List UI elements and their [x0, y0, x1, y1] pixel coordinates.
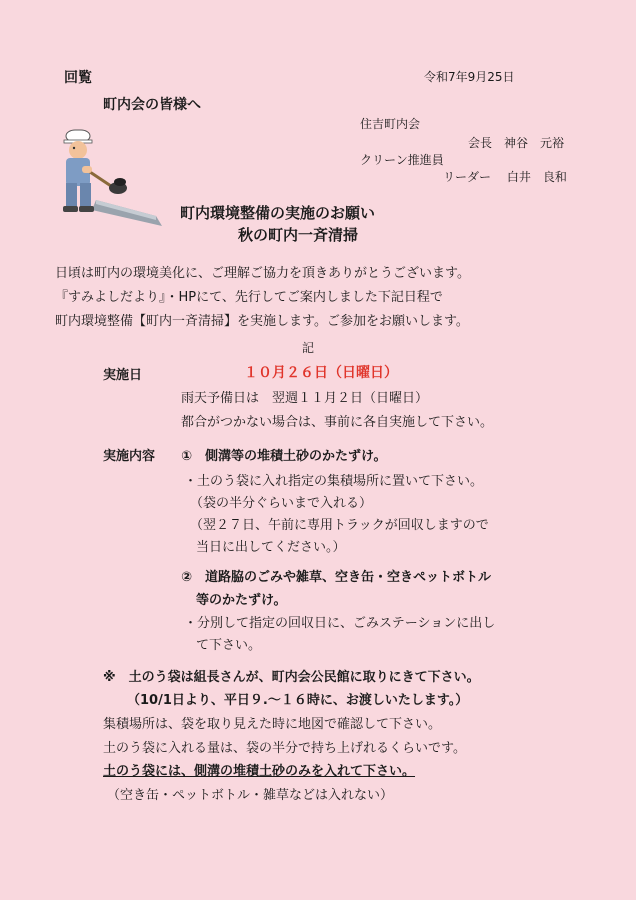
note-line-3: 集積場所は、袋を取り見えた時に地図で確認して下さい。 [103, 717, 442, 732]
note-line-6: （空き缶・ペットボトル・雑草などは入れない） [107, 788, 394, 803]
schedule-date: １０月２６日（日曜日） [244, 365, 398, 381]
addressee: 町内会の皆様へ [103, 97, 201, 113]
item2-heading-2: 等のかたずけ。 [196, 593, 287, 608]
note-line-2: （10/1日より、平日９.～１６時に、お渡しいたします。） [127, 693, 469, 708]
item1-line-1: ・土のう袋に入れ指定の集積場所に置いて下さい。 [184, 474, 484, 489]
worker-shoveling-icon [56, 128, 166, 228]
note-line-4: 土のう袋に入れる量は、袋の半分で持ち上げれるくらいです。 [103, 741, 466, 756]
note-line-1: ※ 土のう袋は組長さんが、町内会公民館に取りにきて下さい。 [103, 670, 480, 685]
title-line-2: 秋の町内一斉清掃 [238, 226, 359, 244]
title-line-1: 町内環境整備の実施のお願い [180, 204, 376, 222]
sender-committee: クリーン推進員 [360, 153, 444, 167]
schedule-note: 都合がつかない場合は、事前に各自実施して下さい。 [181, 415, 494, 430]
item2-line-1: ・分別して指定の回収日に、ごみステーションに出し [184, 616, 496, 631]
content-label: 実施内容 [103, 449, 156, 464]
item1-line-2: （袋の半分ぐらいまで入れる） [190, 496, 373, 511]
item1-line-3: （翌２７日、午前に専用トラックが回収しますので [190, 518, 489, 533]
ki-mark: 記 [302, 341, 315, 355]
intro-line-2: 『すみよしだより』・HPにて、先行してご案内しました下記日程で [55, 290, 443, 305]
item2-line-2: て下さい。 [196, 638, 262, 653]
schedule-rain-date: 雨天予備日は 翌週１１月２日（日曜日） [181, 391, 429, 406]
circulation-label: 回覧 [64, 70, 92, 86]
item2-heading-1: ② 道路脇のごみや雑草、空き缶・空きペットボトル [181, 570, 492, 585]
intro-line-1: 日頃は町内の環境美化に、ご理解ご協力を頂きありがとうございます。 [55, 266, 470, 281]
sender-leader: リーダー 白井 良和 [443, 170, 567, 184]
issue-date: 令和7年9月25日 [424, 70, 515, 84]
note-line-5: 土のう袋には、側溝の堆積土砂のみを入れて下さい。 [103, 764, 416, 779]
item1-line-4: 当日に出してください。） [196, 540, 346, 555]
intro-line-3: 町内環境整備【町内一斉清掃】を実施します。ご参加をお願いします。 [55, 314, 469, 329]
schedule-label: 実施日 [103, 368, 143, 383]
item1-heading: ① 側溝等の堆積土砂のかたずけ。 [181, 449, 387, 464]
sender-org: 住吉町内会 [360, 117, 421, 131]
sender-chair: 会長 神谷 元裕 [468, 136, 565, 150]
